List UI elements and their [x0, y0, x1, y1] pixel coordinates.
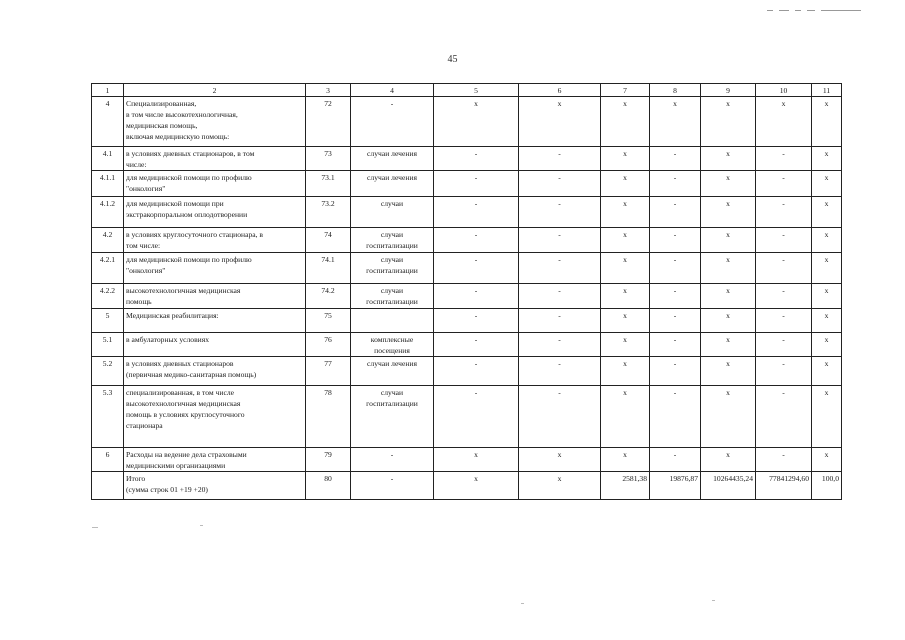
- value-cell: х: [519, 97, 601, 147]
- column-header-row: [92, 84, 842, 97]
- row-name-line: медицинская помощь,: [126, 121, 198, 130]
- row-name-cell: [124, 228, 306, 253]
- value-cell: х: [601, 97, 650, 147]
- value-cell: -: [434, 171, 519, 197]
- row-name-cell: [124, 253, 306, 284]
- budget-table: [91, 83, 842, 500]
- row-name-line: для медицинской помощи по профилю: [126, 255, 252, 264]
- column-header: 1: [92, 84, 124, 97]
- table-row: [92, 472, 842, 500]
- unit-cell: случаи госпитализации: [351, 228, 434, 253]
- row-name-line: помощь: [126, 297, 152, 306]
- row-code-cell: 73.2: [306, 197, 351, 228]
- row-name-line: для медицинской помощи по профилю: [126, 173, 252, 182]
- row-name-cell: [124, 386, 306, 448]
- row-code-cell: 72: [306, 97, 351, 147]
- value-cell: -: [650, 333, 701, 357]
- table-row: [92, 253, 842, 284]
- row-code-cell: 74: [306, 228, 351, 253]
- row-name-cell: [124, 333, 306, 357]
- value-cell: -: [519, 333, 601, 357]
- table-row: [92, 333, 842, 357]
- row-name-cell: [124, 357, 306, 386]
- row-name-line: для медицинской помощи при: [126, 199, 224, 208]
- column-header: 7: [601, 84, 650, 97]
- value-cell: 19876,87: [650, 472, 701, 500]
- column-header: 9: [701, 84, 756, 97]
- table-row: [92, 448, 842, 472]
- scan-speck: [92, 527, 98, 528]
- value-cell: -: [650, 253, 701, 284]
- value-cell: х: [434, 448, 519, 472]
- row-name-line: Медицинская реабилитация:: [126, 311, 219, 320]
- page-number: 45: [447, 54, 458, 65]
- value-cell: х: [434, 472, 519, 500]
- value-cell: -: [650, 309, 701, 333]
- row-number-cell: 5.3: [92, 386, 124, 448]
- row-name-line: "онкология": [126, 266, 166, 275]
- row-name-line: Итого: [126, 474, 146, 483]
- row-code-cell: 76: [306, 333, 351, 357]
- value-cell: 100,0: [812, 472, 842, 500]
- row-code-cell: 74.2: [306, 284, 351, 309]
- row-number-cell: 4.1: [92, 147, 124, 171]
- row-name-cell: [124, 197, 306, 228]
- row-code-cell: 78: [306, 386, 351, 448]
- row-name-line: в условиях дневных стационаров: [126, 359, 234, 368]
- value-cell: х: [601, 386, 650, 448]
- row-name-line: включая медицинскую помощь:: [126, 132, 230, 141]
- value-cell: -: [434, 147, 519, 171]
- value-cell: х: [701, 197, 756, 228]
- value-cell: -: [434, 386, 519, 448]
- value-cell: х: [812, 97, 842, 147]
- value-cell: х: [601, 309, 650, 333]
- value-cell: -: [519, 197, 601, 228]
- row-name-cell: [124, 309, 306, 333]
- value-cell: -: [519, 253, 601, 284]
- table-row: [92, 228, 842, 253]
- value-cell: -: [650, 147, 701, 171]
- table-row: [92, 97, 842, 147]
- row-number-cell: [92, 472, 124, 500]
- row-name-line: Расходы на ведение дела страховыми: [126, 450, 247, 459]
- value-cell: -: [434, 228, 519, 253]
- unit-cell: случаи госпитализации: [351, 284, 434, 309]
- row-number-cell: 4.2.1: [92, 253, 124, 284]
- value-cell: х: [701, 171, 756, 197]
- value-cell: х: [812, 333, 842, 357]
- column-header: 4: [351, 84, 434, 97]
- table-row: [92, 171, 842, 197]
- row-number-cell: 4.1.2: [92, 197, 124, 228]
- unit-cell: -: [351, 97, 434, 147]
- value-cell: х: [701, 253, 756, 284]
- value-cell: -: [650, 197, 701, 228]
- value-cell: х: [701, 309, 756, 333]
- value-cell: х: [701, 357, 756, 386]
- unit-cell: случаи лечения: [351, 357, 434, 386]
- row-name-cell: [124, 171, 306, 197]
- row-name-line: экстракорпоральном оплодотворении: [126, 210, 248, 219]
- row-name-line: в условиях круглосуточного стационара, в: [126, 230, 264, 239]
- row-name-cell: [124, 147, 306, 171]
- row-name-line: в том числе высокотехнологичная,: [126, 110, 238, 119]
- value-cell: х: [601, 147, 650, 171]
- unit-cell: [351, 309, 434, 333]
- value-cell: х: [701, 284, 756, 309]
- row-name-line: в условиях дневных стационаров, в том: [126, 149, 255, 158]
- unit-cell: случаи лечения: [351, 171, 434, 197]
- value-cell: х: [701, 448, 756, 472]
- table-row: [92, 357, 842, 386]
- value-cell: х: [701, 147, 756, 171]
- column-header: 2: [124, 84, 306, 97]
- row-name-line: том числе:: [126, 241, 161, 250]
- row-name-line: высокотехнологичная медицинская: [126, 399, 241, 408]
- value-cell: 2581,38: [601, 472, 650, 500]
- value-cell: х: [812, 284, 842, 309]
- row-number-cell: 5.2: [92, 357, 124, 386]
- unit-cell: случаи лечения: [351, 147, 434, 171]
- value-cell: х: [519, 448, 601, 472]
- value-cell: -: [756, 357, 812, 386]
- row-number-cell: 4.2.2: [92, 284, 124, 309]
- column-header: 10: [756, 84, 812, 97]
- value-cell: х: [812, 228, 842, 253]
- value-cell: х: [812, 357, 842, 386]
- column-header: 11: [812, 84, 842, 97]
- value-cell: х: [601, 197, 650, 228]
- row-code-cell: 79: [306, 448, 351, 472]
- value-cell: х: [519, 472, 601, 500]
- value-cell: х: [701, 386, 756, 448]
- row-code-cell: 77: [306, 357, 351, 386]
- row-name-cell: [124, 284, 306, 309]
- unit-cell: случаи госпитализации: [351, 386, 434, 448]
- row-name-line: стационара: [126, 421, 163, 430]
- row-name-line: помощь в условиях круглосуточного: [126, 410, 245, 419]
- value-cell: -: [650, 228, 701, 253]
- row-number-cell: 5.1: [92, 333, 124, 357]
- value-cell: х: [601, 284, 650, 309]
- row-code-cell: 80: [306, 472, 351, 500]
- value-cell: -: [434, 253, 519, 284]
- value-cell: х: [812, 386, 842, 448]
- value-cell: -: [434, 284, 519, 309]
- value-cell: -: [756, 197, 812, 228]
- row-name-cell: [124, 472, 306, 500]
- table-row: [92, 284, 842, 309]
- value-cell: х: [812, 309, 842, 333]
- row-name-line: медицинскими организациями: [126, 461, 226, 470]
- value-cell: х: [601, 448, 650, 472]
- unit-cell: -: [351, 448, 434, 472]
- value-cell: -: [519, 309, 601, 333]
- table-row: [92, 197, 842, 228]
- value-cell: х: [812, 197, 842, 228]
- value-cell: -: [434, 333, 519, 357]
- value-cell: -: [434, 197, 519, 228]
- row-number-cell: 4: [92, 97, 124, 147]
- row-number-cell: 4.1.1: [92, 171, 124, 197]
- row-name-line: специализированная, в том числе: [126, 388, 234, 397]
- value-cell: -: [434, 309, 519, 333]
- unit-cell: комплексные посещения: [351, 333, 434, 357]
- value-cell: х: [601, 333, 650, 357]
- row-number-cell: 4.2: [92, 228, 124, 253]
- row-code-cell: 75: [306, 309, 351, 333]
- value-cell: -: [756, 333, 812, 357]
- row-name-line: Специализированная,: [126, 99, 197, 108]
- value-cell: -: [756, 284, 812, 309]
- value-cell: -: [519, 386, 601, 448]
- value-cell: 10264435,24: [701, 472, 756, 500]
- value-cell: -: [756, 228, 812, 253]
- value-cell: х: [812, 147, 842, 171]
- value-cell: х: [601, 228, 650, 253]
- value-cell: -: [756, 147, 812, 171]
- value-cell: -: [519, 171, 601, 197]
- column-header: 6: [519, 84, 601, 97]
- value-cell: х: [812, 171, 842, 197]
- value-cell: -: [519, 147, 601, 171]
- unit-cell: случаи: [351, 197, 434, 228]
- value-cell: х: [701, 228, 756, 253]
- value-cell: -: [650, 171, 701, 197]
- row-name-cell: [124, 97, 306, 147]
- value-cell: х: [601, 357, 650, 386]
- unit-cell: -: [351, 472, 434, 500]
- row-code-cell: 73: [306, 147, 351, 171]
- column-header: 5: [434, 84, 519, 97]
- value-cell: х: [701, 97, 756, 147]
- value-cell: -: [756, 253, 812, 284]
- value-cell: -: [519, 228, 601, 253]
- value-cell: -: [756, 309, 812, 333]
- value-cell: -: [519, 357, 601, 386]
- table-row: [92, 147, 842, 171]
- value-cell: х: [601, 171, 650, 197]
- row-name-line: числе:: [126, 160, 147, 169]
- row-name-line: "онкология": [126, 184, 166, 193]
- value-cell: х: [434, 97, 519, 147]
- row-number-cell: 6: [92, 448, 124, 472]
- scan-speck: [712, 600, 715, 601]
- row-code-cell: 74.1: [306, 253, 351, 284]
- value-cell: -: [650, 448, 701, 472]
- value-cell: х: [812, 448, 842, 472]
- value-cell: -: [434, 357, 519, 386]
- row-name-line: (первичная медико-санитарная помощь): [126, 370, 257, 379]
- value-cell: х: [756, 97, 812, 147]
- value-cell: -: [756, 386, 812, 448]
- row-code-cell: 73.1: [306, 171, 351, 197]
- value-cell: -: [650, 386, 701, 448]
- row-name-line: в амбулаторных условиях: [126, 335, 210, 344]
- row-name-cell: [124, 448, 306, 472]
- value-cell: 77841294,60: [756, 472, 812, 500]
- scan-marks: [761, 10, 881, 12]
- value-cell: -: [650, 284, 701, 309]
- value-cell: -: [756, 448, 812, 472]
- scan-speck: [200, 525, 203, 526]
- unit-cell: случаи госпитализации: [351, 253, 434, 284]
- table-row: [92, 309, 842, 333]
- value-cell: -: [519, 284, 601, 309]
- value-cell: х: [650, 97, 701, 147]
- column-header: 8: [650, 84, 701, 97]
- table-row: [92, 386, 842, 448]
- row-name-line: (сумма строк 01 +19 +20): [126, 485, 208, 494]
- value-cell: -: [756, 171, 812, 197]
- column-header: 3: [306, 84, 351, 97]
- value-cell: -: [650, 357, 701, 386]
- value-cell: х: [701, 333, 756, 357]
- value-cell: х: [812, 253, 842, 284]
- value-cell: х: [601, 253, 650, 284]
- scan-speck: [521, 603, 524, 604]
- row-name-line: высокотехнологичная медицинская: [126, 286, 241, 295]
- row-number-cell: 5: [92, 309, 124, 333]
